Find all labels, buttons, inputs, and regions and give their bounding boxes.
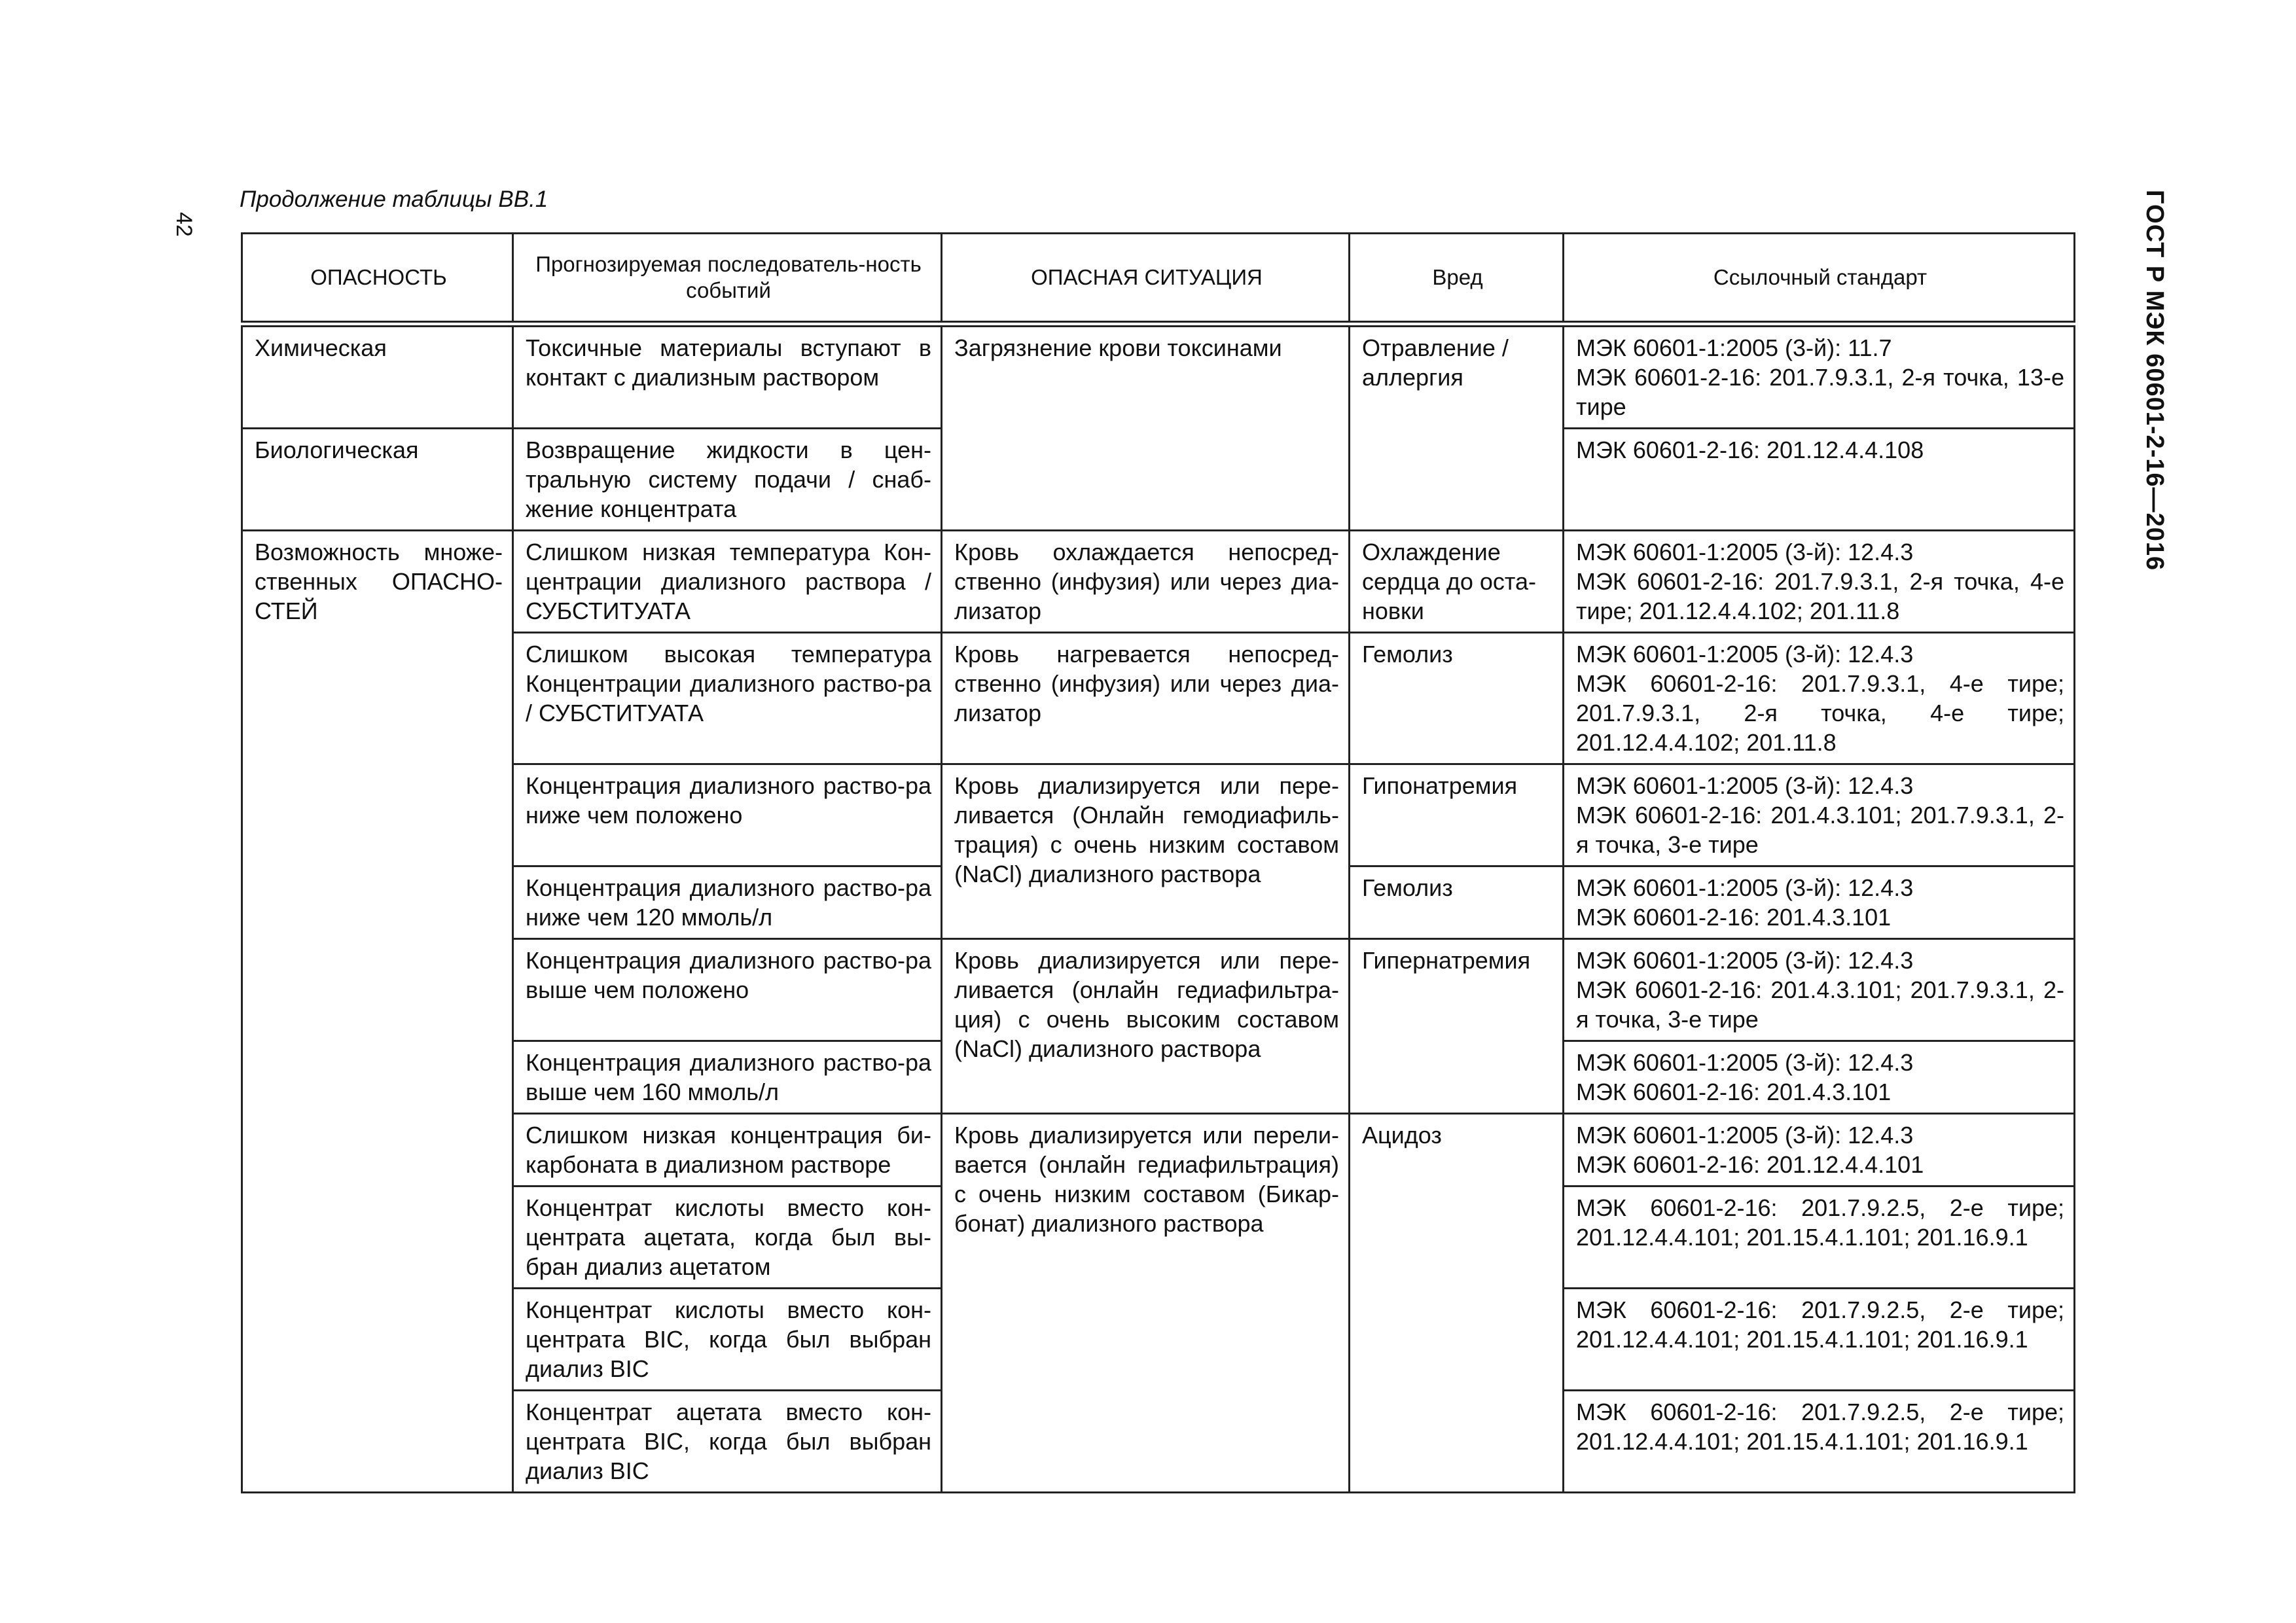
sequence-cell: Концентрация диализного раство-ра ниже чем 120 ммоль/л bbox=[513, 866, 942, 939]
hazard-cell: Возможность множе-ственных ОПАСНО-СТЕЙ bbox=[242, 531, 513, 1493]
situation-cell: Кровь диализируется или пере-ливается (онлайн гедиафильтра-ция) с очень высоким составом (NaCl) диализного раствора bbox=[942, 939, 1350, 1114]
sequence-cell: Концентрация диализного раство-ра выше чем 160 ммоль/л bbox=[513, 1041, 942, 1114]
reference-line: МЭК 60601-2-16: 201.12.4.4.101 bbox=[1576, 1151, 1924, 1178]
reference-cell bbox=[1564, 866, 2075, 939]
reference-line: МЭК 60601-2-16: 201.4.3.101; 201.7.9.3.1, 2-я точка, 3-е тире bbox=[1576, 976, 2064, 1033]
situation-cell: Загрязнение крови токсинами bbox=[942, 324, 1350, 531]
table-caption: Продолжение таблицы ВВ.1 bbox=[240, 187, 548, 212]
reference-line: МЭК 60601-2-16: 201.4.3.101 bbox=[1576, 904, 1892, 931]
hazard-cell: Биологическая bbox=[242, 429, 513, 531]
hazard-table bbox=[241, 232, 2075, 1493]
header-hazard: ОПАСНОСТЬ bbox=[242, 234, 513, 325]
harm-cell: Ацидоз bbox=[1350, 1114, 1564, 1493]
sequence-cell: Слишком низкая температура Кон-центрации диализного раствора / СУБСТИТУАТА bbox=[513, 531, 942, 633]
reference-line: МЭК 60601-2-16: 201.12.4.4.108 bbox=[1576, 437, 1924, 463]
situation-cell: Кровь охлаждается непосред-ственно (инфузия) или через диа-лизатор bbox=[942, 531, 1350, 633]
reference-cell bbox=[1564, 429, 2075, 531]
sequence-cell: Концентрация диализного раство-ра выше чем положено bbox=[513, 939, 942, 1041]
sequence-cell: Концентрация диализного раство-ра ниже чем положено bbox=[513, 764, 942, 866]
reference-cell bbox=[1564, 324, 2075, 429]
situation-cell: Кровь диализируется или перели-вается (онлайн гедиафильтрация) с очень низким составом (Бикар-бонат) диализного раствора bbox=[942, 1114, 1350, 1493]
reference-cell bbox=[1564, 531, 2075, 633]
reference-line: МЭК 60601-1:2005 (3-й): 12.4.3 bbox=[1576, 772, 1914, 799]
reference-cell bbox=[1564, 1041, 2075, 1114]
harm-cell: Охлаждение сердца до оста-новки bbox=[1350, 531, 1564, 633]
reference-line: МЭК 60601-2-16: 201.7.9.3.1, 4-е тире; 201.7.9.3.1, 2-я точка, 4-е тире; 201.12.4.4.102; 201.11.8 bbox=[1576, 670, 2064, 756]
reference-line: МЭК 60601-1:2005 (3-й): 12.4.3 bbox=[1576, 1122, 1914, 1149]
reference-cell bbox=[1564, 1114, 2075, 1186]
harm-cell: Гемолиз bbox=[1350, 866, 1564, 939]
harm-cell: Гипернатремия bbox=[1350, 939, 1564, 1114]
document-title: ГОСТ Р МЭК 60601-2-16—2016 bbox=[2141, 190, 2168, 571]
sequence-cell: Концентрат кислоты вместо кон-центрата BIC, когда был выбран диализ BIC bbox=[513, 1289, 942, 1391]
table-row bbox=[242, 324, 2075, 429]
reference-line: МЭК 60601-1:2005 (3-й): 12.4.3 bbox=[1576, 1049, 1914, 1076]
table-row bbox=[242, 1114, 2075, 1186]
reference-line: МЭК 60601-2-16: 201.4.3.101; 201.7.9.3.1, 2-я точка, 3-е тире bbox=[1576, 802, 2064, 858]
reference-line: МЭК 60601-2-16: 201.7.9.3.1, 2-я точка, 4-е тире; 201.12.4.4.102; 201.11.8 bbox=[1576, 568, 2064, 624]
reference-line: МЭК 60601-2-16: 201.7.9.2.5, 2-е тире; 201.12.4.4.101; 201.15.4.1.101; 201.16.9.1 bbox=[1576, 1296, 2064, 1353]
table-row bbox=[242, 939, 2075, 1041]
hazard-cell: Химическая bbox=[242, 324, 513, 429]
reference-cell bbox=[1564, 633, 2075, 764]
sequence-cell: Слишком высокая температура Концентрации диализного раство-ра / СУБСТИТУАТА bbox=[513, 633, 942, 764]
reference-line: МЭК 60601-2-16: 201.4.3.101 bbox=[1576, 1079, 1892, 1105]
reference-line: МЭК 60601-2-16: 201.7.9.3.1, 2-я точка, 13-е тире bbox=[1576, 364, 2064, 420]
sequence-cell: Возвращение жидкости в цен-тральную систему подачи / снаб-жение концентрата bbox=[513, 429, 942, 531]
reference-line: МЭК 60601-1:2005 (3-й): 12.4.3 bbox=[1576, 641, 1914, 668]
sequence-cell: Токсичные материалы вступают в контакт с диализным раствором bbox=[513, 324, 942, 429]
reference-line: МЭК 60601-1:2005 (3-й): 12.4.3 bbox=[1576, 947, 1914, 974]
table-row bbox=[242, 633, 2075, 764]
reference-cell bbox=[1564, 1186, 2075, 1289]
sequence-cell: Концентрат ацетата вместо кон-центрата BIC, когда был выбран диализ BIC bbox=[513, 1391, 942, 1493]
header-sequence: Прогнозируемая последователь-ность событий bbox=[513, 234, 942, 325]
header-reference: Ссылочный стандарт bbox=[1564, 234, 2075, 325]
reference-cell bbox=[1564, 939, 2075, 1041]
situation-cell: Кровь нагревается непосред-ственно (инфузия) или через диа-лизатор bbox=[942, 633, 1350, 764]
harm-cell: Отравление / аллергия bbox=[1350, 324, 1564, 531]
reference-cell bbox=[1564, 764, 2075, 866]
table-row bbox=[242, 531, 2075, 633]
situation-cell: Кровь диализируется или пере-ливается (Онлайн гемодиафиль-трация) с очень низким составом (NaCl) диализного раствора bbox=[942, 764, 1350, 939]
sequence-cell: Слишком низкая концентрация би-карбоната в диализном растворе bbox=[513, 1114, 942, 1186]
header-harm: Вред bbox=[1350, 234, 1564, 325]
harm-cell: Гемолиз bbox=[1350, 633, 1564, 764]
reference-line: МЭК 60601-1:2005 (3-й): 12.4.3 bbox=[1576, 874, 1914, 901]
table-header-row bbox=[242, 234, 2075, 325]
table-row bbox=[242, 764, 2075, 866]
page-number: 42 bbox=[171, 212, 196, 237]
sequence-cell: Концентрат кислоты вместо кон-центрата ацетата, когда был вы-бран диализ ацетатом bbox=[513, 1186, 942, 1289]
header-situation: ОПАСНАЯ СИТУАЦИЯ bbox=[942, 234, 1350, 325]
reference-line: МЭК 60601-1:2005 (3-й): 11.7 bbox=[1576, 334, 1892, 361]
reference-line: МЭК 60601-2-16: 201.7.9.2.5, 2-е тире; 201.12.4.4.101; 201.15.4.1.101; 201.16.9.1 bbox=[1576, 1194, 2064, 1251]
reference-line: МЭК 60601-1:2005 (3-й): 12.4.3 bbox=[1576, 539, 1914, 565]
reference-cell bbox=[1564, 1289, 2075, 1391]
reference-cell bbox=[1564, 1391, 2075, 1493]
reference-line: МЭК 60601-2-16: 201.7.9.2.5, 2-е тире; 201.12.4.4.101; 201.15.4.1.101; 201.16.9.1 bbox=[1576, 1399, 2064, 1455]
harm-cell: Гипонатремия bbox=[1350, 764, 1564, 866]
